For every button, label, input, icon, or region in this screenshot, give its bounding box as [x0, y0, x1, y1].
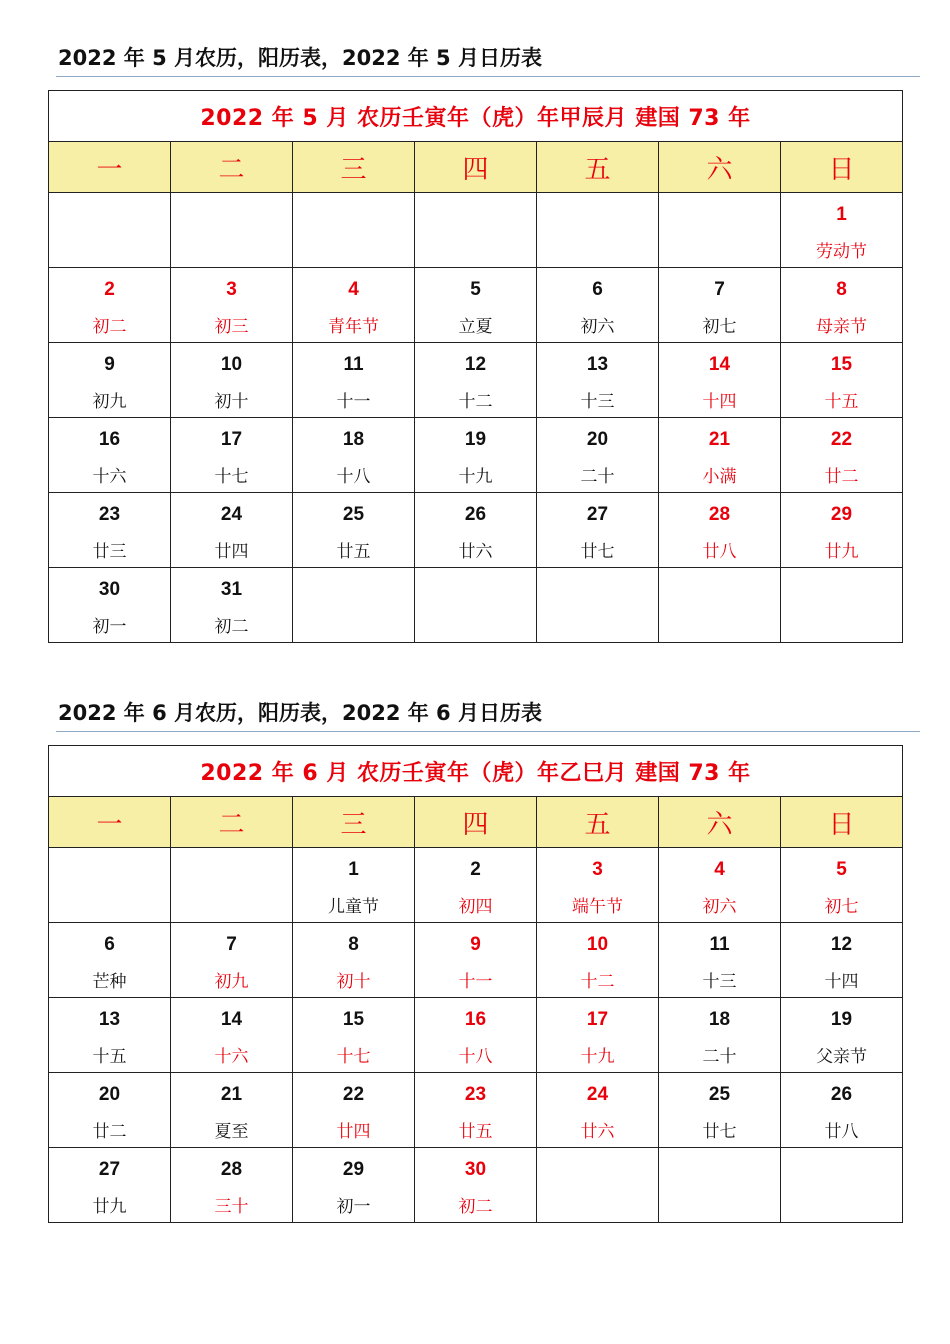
- lunar-day-label: 立夏: [458, 317, 493, 337]
- empty-day-cell: [293, 193, 415, 268]
- day-number: 20: [586, 429, 609, 450]
- day-number: 28: [220, 1159, 243, 1180]
- day-number: 31: [220, 579, 243, 600]
- lunar-day-label: 初九: [214, 972, 249, 992]
- day-number: 25: [708, 1084, 731, 1105]
- empty-day-cell: [415, 193, 537, 268]
- lunar-day-label: 廿二: [92, 1122, 127, 1142]
- lunar-day-label: 十三: [580, 392, 615, 412]
- lunar-day-label: 十六: [92, 467, 127, 487]
- lunar-day-label: 十一: [458, 972, 493, 992]
- day-cell: [659, 343, 781, 418]
- day-number: 24: [220, 504, 243, 525]
- weekday-header: 六: [659, 797, 781, 848]
- day-cell: [415, 848, 537, 923]
- weekday-header: 四: [415, 797, 537, 848]
- lunar-day-label: 初十: [214, 392, 249, 412]
- day-cell: [415, 1148, 537, 1223]
- empty-day-cell: [171, 848, 293, 923]
- lunar-day-label: 廿四: [336, 1122, 371, 1142]
- day-number: 6: [104, 934, 115, 955]
- day-cell: [49, 998, 171, 1073]
- day-cell: [781, 1073, 903, 1148]
- empty-day-cell: [537, 193, 659, 268]
- lunar-day-label: 廿六: [580, 1122, 615, 1142]
- day-cell: [171, 268, 293, 343]
- day-cell: [293, 268, 415, 343]
- day-cell: [293, 923, 415, 998]
- day-cell: [659, 923, 781, 998]
- week-row: [49, 998, 903, 1073]
- day-cell: [49, 268, 171, 343]
- day-number: 21: [708, 429, 731, 450]
- lunar-day-label: 十八: [336, 467, 371, 487]
- lunar-day-label: 廿六: [458, 542, 493, 562]
- week-row: [49, 848, 903, 923]
- day-cell: [49, 568, 171, 643]
- day-number: 4: [348, 279, 359, 300]
- lunar-day-label: 初二: [92, 317, 127, 337]
- weekday-header: 五: [537, 142, 659, 193]
- day-number: 3: [226, 279, 237, 300]
- lunar-day-label: 初七: [702, 317, 737, 337]
- weekday-header: 二: [171, 797, 293, 848]
- day-cell: [415, 418, 537, 493]
- lunar-day-label: 初七: [824, 897, 859, 917]
- lunar-day-label: 父亲节: [816, 1047, 867, 1067]
- day-cell: [659, 268, 781, 343]
- empty-day-cell: [293, 568, 415, 643]
- day-cell: [415, 923, 537, 998]
- day-cell: [49, 493, 171, 568]
- weekday-header: 五: [537, 797, 659, 848]
- weekday-header: 三: [293, 142, 415, 193]
- empty-day-cell: [659, 1148, 781, 1223]
- weekday-header: 一: [49, 142, 171, 193]
- day-cell: [781, 848, 903, 923]
- empty-day-cell: [49, 193, 171, 268]
- day-cell: [171, 923, 293, 998]
- lunar-day-label: 廿七: [702, 1122, 737, 1142]
- week-row: [49, 568, 903, 643]
- day-number: 2: [104, 279, 115, 300]
- day-number: 2: [470, 859, 481, 880]
- day-number: 17: [586, 1009, 609, 1030]
- weekday-header: 六: [659, 142, 781, 193]
- day-cell: [293, 343, 415, 418]
- day-number: 10: [586, 934, 609, 955]
- day-number: 29: [342, 1159, 365, 1180]
- day-cell: [49, 343, 171, 418]
- lunar-day-label: 初四: [458, 897, 493, 917]
- lunar-day-label: 廿八: [824, 1122, 859, 1142]
- day-cell: [171, 998, 293, 1073]
- day-cell: [781, 268, 903, 343]
- day-number: 14: [708, 354, 731, 375]
- day-number: 21: [220, 1084, 243, 1105]
- month-calendar-table: [48, 90, 903, 643]
- lunar-day-label: 十二: [458, 392, 493, 412]
- section-heading: 2022 年 6 月农历，阳历表，2022 年 6 月日历表: [58, 701, 542, 725]
- day-number: 1: [348, 859, 359, 880]
- heading-divider: [56, 731, 920, 732]
- day-number: 22: [830, 429, 853, 450]
- day-cell: [49, 1148, 171, 1223]
- day-number: 11: [343, 354, 364, 375]
- day-cell: [415, 1073, 537, 1148]
- day-cell: [171, 343, 293, 418]
- day-number: 9: [470, 934, 481, 955]
- day-number: 10: [220, 354, 243, 375]
- week-row: [49, 923, 903, 998]
- day-number: 5: [836, 859, 847, 880]
- day-cell: [415, 343, 537, 418]
- lunar-day-label: 初九: [92, 392, 127, 412]
- day-number: 7: [226, 934, 237, 955]
- lunar-day-label: 十二: [580, 972, 615, 992]
- day-cell: [659, 998, 781, 1073]
- week-row: [49, 193, 903, 268]
- lunar-day-label: 廿五: [336, 542, 371, 562]
- empty-day-cell: [659, 193, 781, 268]
- day-cell: [49, 923, 171, 998]
- day-number: 16: [98, 429, 121, 450]
- day-cell: [293, 1148, 415, 1223]
- empty-day-cell: [781, 568, 903, 643]
- day-number: 8: [348, 934, 359, 955]
- lunar-day-label: 二十: [580, 467, 615, 487]
- lunar-day-label: 小满: [702, 467, 737, 487]
- lunar-day-label: 二十: [702, 1047, 737, 1067]
- day-cell: [293, 848, 415, 923]
- day-number: 13: [586, 354, 609, 375]
- heading-divider: [56, 76, 920, 77]
- day-cell: [537, 343, 659, 418]
- day-number: 16: [464, 1009, 487, 1030]
- day-number: 15: [830, 354, 853, 375]
- day-cell: [537, 923, 659, 998]
- day-cell: [537, 1073, 659, 1148]
- day-cell: [659, 493, 781, 568]
- empty-day-cell: [537, 1148, 659, 1223]
- day-number: 12: [464, 354, 487, 375]
- lunar-day-label: 初一: [92, 617, 127, 637]
- lunar-day-label: 母亲节: [816, 317, 867, 337]
- day-number: 5: [470, 279, 481, 300]
- lunar-day-label: 初二: [458, 1197, 493, 1217]
- day-cell: [659, 418, 781, 493]
- lunar-day-label: 初三: [214, 317, 249, 337]
- day-cell: [171, 1073, 293, 1148]
- weekday-header: 四: [415, 142, 537, 193]
- lunar-day-label: 廿二: [824, 467, 859, 487]
- weekday-header: 二: [171, 142, 293, 193]
- day-number: 22: [342, 1084, 365, 1105]
- lunar-day-label: 廿九: [92, 1197, 127, 1217]
- day-number: 29: [830, 504, 853, 525]
- lunar-day-label: 端午节: [572, 897, 623, 917]
- lunar-day-label: 儿童节: [328, 897, 379, 917]
- lunar-day-label: 十八: [458, 1047, 493, 1067]
- lunar-day-label: 廿三: [92, 542, 127, 562]
- day-cell: [781, 493, 903, 568]
- day-cell: [537, 493, 659, 568]
- day-number: 24: [586, 1084, 609, 1105]
- day-number: 19: [464, 429, 487, 450]
- week-row: [49, 493, 903, 568]
- lunar-day-label: 廿四: [214, 542, 249, 562]
- day-number: 30: [464, 1159, 487, 1180]
- day-cell: [49, 418, 171, 493]
- day-number: 8: [836, 279, 847, 300]
- day-number: 18: [708, 1009, 731, 1030]
- day-cell: [171, 1148, 293, 1223]
- week-row: [49, 1148, 903, 1223]
- lunar-day-label: 夏至: [214, 1122, 249, 1142]
- day-number: 26: [830, 1084, 853, 1105]
- lunar-day-label: 芒种: [92, 972, 127, 992]
- section-heading: 2022 年 5 月农历，阳历表，2022 年 5 月日历表: [58, 46, 542, 70]
- lunar-day-label: 劳动节: [816, 242, 867, 262]
- lunar-day-label: 十三: [702, 972, 737, 992]
- empty-day-cell: [537, 568, 659, 643]
- day-cell: [781, 923, 903, 998]
- calendar-title: 2022 年 5 月 农历壬寅年（虎）年甲辰月 建国 73 年: [49, 91, 903, 142]
- lunar-day-label: 初六: [580, 317, 615, 337]
- lunar-day-label: 初二: [214, 617, 249, 637]
- lunar-day-label: 初六: [702, 897, 737, 917]
- empty-day-cell: [415, 568, 537, 643]
- day-cell: [537, 998, 659, 1073]
- empty-day-cell: [171, 193, 293, 268]
- week-row: [49, 268, 903, 343]
- weekday-header: 三: [293, 797, 415, 848]
- day-number: 27: [98, 1159, 121, 1180]
- day-cell: [293, 1073, 415, 1148]
- lunar-day-label: 青年节: [328, 317, 379, 337]
- day-cell: [537, 848, 659, 923]
- day-number: 15: [342, 1009, 365, 1030]
- day-number: 13: [98, 1009, 121, 1030]
- lunar-day-label: 十九: [458, 467, 493, 487]
- day-cell: [537, 268, 659, 343]
- lunar-day-label: 十四: [824, 972, 859, 992]
- day-number: 9: [104, 354, 115, 375]
- day-number: 20: [98, 1084, 121, 1105]
- day-cell: [293, 998, 415, 1073]
- day-number: 7: [714, 279, 725, 300]
- day-cell: [293, 493, 415, 568]
- day-number: 23: [464, 1084, 487, 1105]
- day-number: 12: [830, 934, 853, 955]
- day-cell: [49, 1073, 171, 1148]
- empty-day-cell: [49, 848, 171, 923]
- day-number: 25: [342, 504, 365, 525]
- day-number: 4: [714, 859, 725, 880]
- day-number: 1: [836, 204, 847, 225]
- empty-day-cell: [781, 1148, 903, 1223]
- lunar-day-label: 初一: [336, 1197, 371, 1217]
- lunar-day-label: 廿七: [580, 542, 615, 562]
- lunar-day-label: 十五: [92, 1047, 127, 1067]
- day-cell: [781, 418, 903, 493]
- lunar-day-label: 廿五: [458, 1122, 493, 1142]
- day-number: 27: [586, 504, 609, 525]
- weekday-header: 日: [781, 142, 903, 193]
- lunar-day-label: 廿九: [824, 542, 859, 562]
- lunar-day-label: 十四: [702, 392, 737, 412]
- day-number: 11: [709, 934, 730, 955]
- lunar-day-label: 十一: [336, 392, 371, 412]
- week-row: [49, 1073, 903, 1148]
- lunar-day-label: 十九: [580, 1047, 615, 1067]
- week-row: [49, 343, 903, 418]
- day-number: 30: [98, 579, 121, 600]
- day-number: 28: [708, 504, 731, 525]
- day-cell: [659, 848, 781, 923]
- day-cell: [171, 493, 293, 568]
- day-cell: [415, 998, 537, 1073]
- day-number: 23: [98, 504, 121, 525]
- empty-day-cell: [659, 568, 781, 643]
- lunar-day-label: 廿八: [702, 542, 737, 562]
- day-cell: [781, 998, 903, 1073]
- day-cell: [415, 493, 537, 568]
- day-number: 18: [342, 429, 365, 450]
- day-cell: [293, 418, 415, 493]
- day-cell: [415, 268, 537, 343]
- day-cell: [659, 1073, 781, 1148]
- day-cell: [537, 418, 659, 493]
- day-cell: [171, 568, 293, 643]
- calendar-title: 2022 年 6 月 农历壬寅年（虎）年乙巳月 建国 73 年: [49, 746, 903, 797]
- day-cell: [781, 193, 903, 268]
- lunar-day-label: 三十: [214, 1197, 249, 1217]
- week-row: [49, 418, 903, 493]
- day-number: 3: [592, 859, 603, 880]
- weekday-header: 一: [49, 797, 171, 848]
- day-number: 19: [830, 1009, 853, 1030]
- lunar-day-label: 十五: [824, 392, 859, 412]
- day-number: 14: [220, 1009, 243, 1030]
- day-number: 26: [464, 504, 487, 525]
- day-number: 6: [592, 279, 603, 300]
- lunar-day-label: 十七: [336, 1047, 371, 1067]
- lunar-day-label: 初十: [336, 972, 371, 992]
- month-calendar-table: [48, 745, 903, 1223]
- day-cell: [781, 343, 903, 418]
- day-cell: [171, 418, 293, 493]
- weekday-header: 日: [781, 797, 903, 848]
- day-number: 17: [220, 429, 243, 450]
- lunar-day-label: 十七: [214, 467, 249, 487]
- lunar-day-label: 十六: [214, 1047, 249, 1067]
